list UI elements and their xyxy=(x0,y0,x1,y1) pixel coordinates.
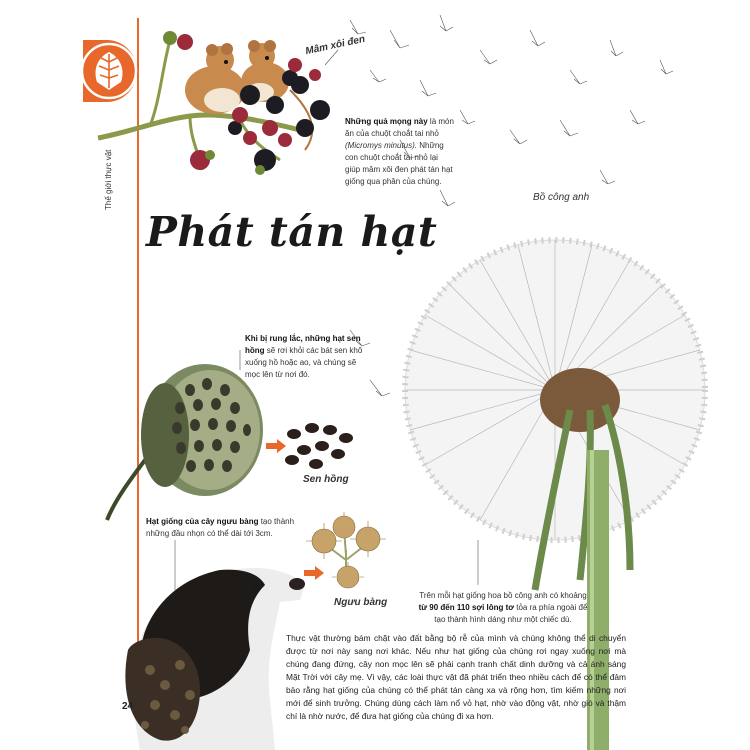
mice-caption-italic: (Micromys minutus). xyxy=(345,141,418,150)
burdock-caption xyxy=(146,516,296,540)
body-text: Thực vật thường bám chặt vào đất bằng bộ rễ của mình và chúng không thể di chuyển được từ nơi này sang nơi khác. Nếu như hạt giống của chúng rơi ngay xuống nơi mà chúng đang đứng, cây non mọc lên sẽ phải cạnh tranh chất dinh dưỡng và cả ánh sáng Mặt Trời với cây mẹ. Vì vậy, các loài thực vật đã phát triển theo nhiều cách để có thể đảm bảo rằng hạt giống của chúng có thể phát tán càng xa và rộng hơn, tìm kiếm những nơi mới để sinh trưởng. Chúng dùng cách làm nổ vỏ hạt, nhờ vào động vật, nhờ gió và thậm chí là nhờ nước, để đưa hạt giống của chúng đi xa hơn. xyxy=(286,633,626,721)
burdock-caption-rest: tạo thành những đầu nhọn có thể dài tới 3cm. xyxy=(146,517,295,538)
mice-caption-bold: Những quả mọng này xyxy=(345,117,428,126)
lotus-pod-illustration xyxy=(105,350,270,520)
mice-blackberry-illustration xyxy=(90,20,340,190)
lotus-label: Sen hồng xyxy=(303,474,349,485)
mice-caption-1: là món ăn của chuột xyxy=(345,117,454,138)
lotus-seeds-illustration xyxy=(282,420,362,472)
blackberry-label: Mâm xôi đen xyxy=(304,33,367,58)
dog-illustration xyxy=(100,540,310,750)
burdock-caption-bold: Hạt giống của cây ngưu bàng xyxy=(146,517,259,526)
mice-caption-3: Những con chuột choắt tai nhỏ lại giúp mâm xôi đen phát tán hạt giống qua phân của chúng. xyxy=(345,141,453,186)
section-label: Thế giới thực vật xyxy=(104,149,113,210)
dandelion-label: Bồ công anh xyxy=(533,192,590,203)
page-number: 24 xyxy=(122,701,134,712)
lotus-caption-bold: Khi bị rung lắc, những hạt sen hồng xyxy=(245,334,361,355)
mice-caption-2: choắt tai nhỏ xyxy=(393,129,439,138)
dandelion-caption-bold: từ 90 đến 110 sợi lông tơ xyxy=(418,603,514,612)
dandelion-caption xyxy=(418,590,588,626)
page-title: Phát tán hạt xyxy=(146,208,438,256)
dandelion-caption-2: tỏa ra phía ngoài để tạo thành hình dáng như một chiếc dù. xyxy=(434,603,588,624)
dandelion-caption-1: Trên mỗi hạt giống hoa bồ công anh có khoảng xyxy=(419,591,587,600)
lotus-caption-rest: sẽ rơi khỏi các bát sen khô xuống hồ hoặc ao, và chúng sẽ mọc lên từ nơi đó. xyxy=(245,346,363,379)
burdock-label: Ngưu bàng xyxy=(334,597,388,608)
burdock-illustration xyxy=(306,515,388,590)
